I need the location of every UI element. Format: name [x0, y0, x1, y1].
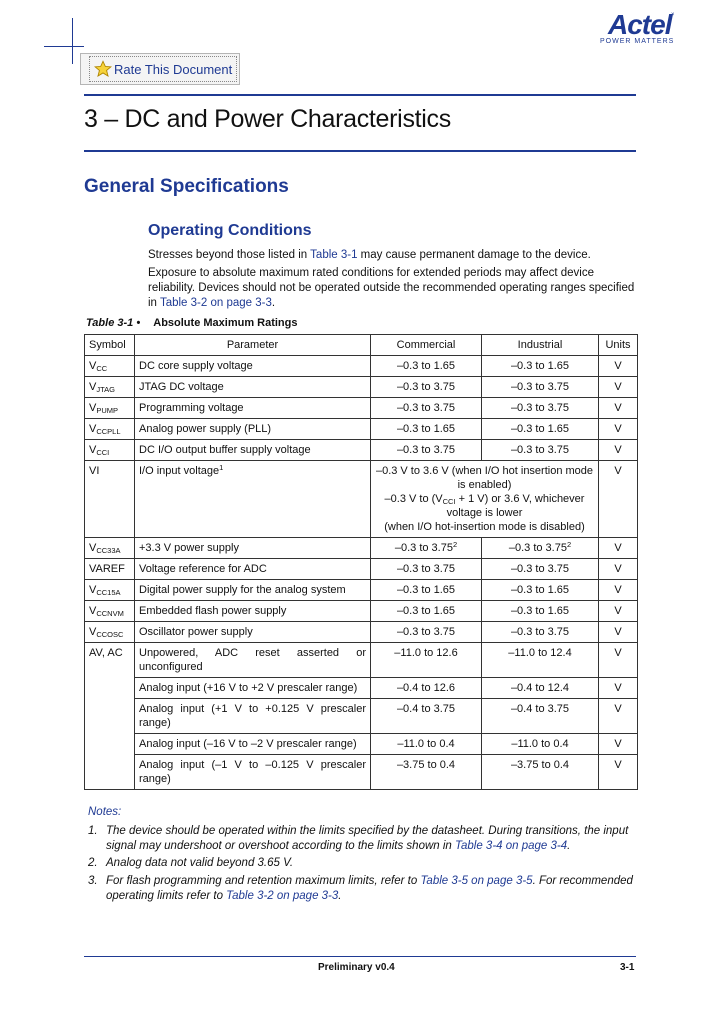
title-rule-top — [84, 94, 636, 96]
cell-units: V — [599, 678, 638, 699]
cell-symbol-av: AV, AC — [85, 643, 135, 790]
table-3-2-note-link[interactable]: Table 3-2 on page 3-3 — [226, 890, 339, 902]
notes-title: Notes: — [88, 806, 122, 818]
cell-commercial: –11.0 to 0.4 — [371, 734, 482, 755]
cell-commercial: –0.3 to 1.65 — [371, 580, 482, 601]
table-3-2-link[interactable]: Table 3-2 on page 3-3 — [159, 297, 272, 309]
cell-commercial: –0.3 to 1.65 — [371, 356, 482, 377]
header-units: Units — [599, 335, 638, 356]
vi-range-line2: –0.3 V to ($V_{CCI} + 1$ V) or 3.6 V, whichever voltage is lower — [384, 493, 585, 519]
footer-page-number: 3-1 — [620, 962, 635, 973]
cell-industrial: –11.0 to 12.4 — [482, 643, 599, 678]
cell-units: V — [599, 643, 638, 678]
note-text: The device should be operated within the limits specified by the datasheet. During transitions, the input signal may undershoot or overshoot according to the limits shown in Table 3-4 on page 3-4. — [106, 825, 629, 852]
rate-document-focus — [89, 56, 237, 82]
cell-parameter: Analog power supply (PLL) — [135, 419, 371, 440]
cell-units: V — [599, 419, 638, 440]
note-2 — [88, 856, 636, 871]
table-row-av — [85, 699, 638, 734]
cell-commercial: –0.3 to 3.75 — [371, 559, 482, 580]
logo-wordmark: Actel — [608, 9, 672, 40]
cell-parameter: Unpowered, ADC reset asserted or unconfigured — [135, 643, 371, 678]
table-row-av — [85, 734, 638, 755]
cell-parameter: Voltage reference for ADC — [135, 559, 371, 580]
cell-parameter: DC I/O output buffer supply voltage — [135, 440, 371, 461]
table-row-av — [85, 755, 638, 790]
rate-document-button[interactable] — [80, 53, 240, 85]
cell-industrial: –0.3 to 1.65 — [482, 356, 599, 377]
table-3-4-link[interactable]: Table 3-4 on page 3-4 — [455, 840, 568, 852]
actel-logo — [600, 8, 680, 48]
cell-parameter: DC core supply voltage — [135, 356, 371, 377]
note-text: Analog data not valid beyond 3.65 V. — [106, 857, 294, 869]
cell-commercial: –0.4 to 12.6 — [371, 678, 482, 699]
cell-industrial: –0.3 to 3.75 — [482, 559, 599, 580]
table-row — [85, 377, 638, 398]
cell-industrial: –0.4 to 12.4 — [482, 678, 599, 699]
cell-commercial: –0.3 to 3.75$^2$ — [371, 538, 482, 559]
cell-units: V — [599, 580, 638, 601]
cell-parameter: Analog input (+16 V to +2 V prescaler range) — [135, 678, 371, 699]
cell-symbol: $V_{CCNVM}$ — [85, 601, 135, 622]
logo-tagline: POWER MATTERS — [600, 38, 675, 45]
table-row — [85, 559, 638, 580]
title-rule-bottom — [84, 150, 636, 152]
cell-units: V — [599, 734, 638, 755]
cell-parameter: I/O input voltage$^1$ — [135, 461, 371, 538]
subsection-title: Operating Conditions — [148, 222, 312, 239]
cell-parameter: JTAG DC voltage — [135, 377, 371, 398]
cell-units: V — [599, 755, 638, 790]
cell-units: V — [599, 398, 638, 419]
table-3-1-link[interactable]: Table 3-1 — [310, 249, 358, 261]
cell-parameter: Analog input (–1 V to –0.125 V prescaler range) — [135, 755, 371, 790]
cell-commercial: –0.3 to 3.75 — [371, 622, 482, 643]
cell-parameter: Oscillator power supply — [135, 622, 371, 643]
table-row — [85, 440, 638, 461]
table-row — [85, 419, 638, 440]
table-title: Absolute Maximum Ratings — [153, 317, 298, 329]
chapter-title: 3 – DC and Power Characteristics — [84, 105, 451, 133]
header-symbol: Symbol — [85, 335, 135, 356]
note-number: 1. — [88, 825, 98, 837]
cell-industrial: –0.4 to 3.75 — [482, 699, 599, 734]
note-text: For flash programming and retention maximum limits, refer to Table 3-5 on page 3-5. For recommended operating limits refer to Table 3-2 on page 3-3. — [106, 875, 633, 902]
cell-industrial: –3.75 to 0.4 — [482, 755, 599, 790]
note-3 — [88, 874, 636, 904]
table-row — [85, 356, 638, 377]
cell-symbol: VAREF — [85, 559, 135, 580]
table-row-av — [85, 643, 638, 678]
cell-parameter: +3.3 V power supply — [135, 538, 371, 559]
header-industrial: Industrial — [482, 335, 599, 356]
para2-text-end: . — [271, 297, 276, 309]
header-parameter: Parameter — [135, 335, 371, 356]
cell-commercial: –0.4 to 3.75 — [371, 699, 482, 734]
cell-parameter: Embedded flash power supply — [135, 601, 371, 622]
cell-industrial: –0.3 to 3.75$^2$ — [482, 538, 599, 559]
logo-trademark: × — [671, 12, 675, 18]
cell-units: V — [599, 440, 638, 461]
cell-units: V — [599, 377, 638, 398]
header-commercial: Commercial — [371, 335, 482, 356]
table-number: Table 3-1 • — [86, 317, 141, 329]
cell-symbol: $V_{CC33A}$ — [85, 538, 135, 559]
cell-units: V — [599, 538, 638, 559]
table-caption — [86, 317, 298, 329]
cell-units: V — [599, 461, 638, 538]
cell-industrial: –0.3 to 3.75 — [482, 622, 599, 643]
rate-document-label: Rate This Document — [114, 61, 233, 77]
cell-industrial: –0.3 to 1.65 — [482, 580, 599, 601]
star-icon — [94, 60, 112, 78]
cell-parameter: Digital power supply for the analog system — [135, 580, 371, 601]
table-row — [85, 398, 638, 419]
cell-symbol: VI — [85, 461, 135, 538]
cell-symbol: $V_{CC}$ — [85, 356, 135, 377]
cell-symbol: $V_{JTAG}$ — [85, 377, 135, 398]
para1-text-end: may cause permanent damage to the device. — [357, 249, 591, 261]
cell-units: V — [599, 699, 638, 734]
cell-industrial: –0.3 to 1.65 — [482, 419, 599, 440]
cell-units: V — [599, 601, 638, 622]
table-row-av — [85, 678, 638, 699]
cell-parameter: Analog input (–16 V to –2 V prescaler range) — [135, 734, 371, 755]
cell-commercial: –3.75 to 0.4 — [371, 755, 482, 790]
cell-commercial: –0.3 to 3.75 — [371, 440, 482, 461]
vi-range-line1: –0.3 V to 3.6 V (when I/O hot insertion mode is enabled) — [375, 465, 594, 491]
cell-units: V — [599, 559, 638, 580]
table-row — [85, 601, 638, 622]
cell-industrial: –0.3 to 1.65 — [482, 601, 599, 622]
note-number: 2. — [88, 857, 98, 869]
cell-commercial: –0.3 to 3.75 — [371, 377, 482, 398]
cell-commercial: –0.3 to 1.65 — [371, 419, 482, 440]
cell-symbol: $V_{CCOSC}$ — [85, 622, 135, 643]
footer-version: Preliminary v0.4 — [318, 962, 395, 973]
crop-mark-vertical — [72, 18, 73, 64]
cell-commercial: –11.0 to 12.6 — [371, 643, 482, 678]
cell-industrial: –11.0 to 0.4 — [482, 734, 599, 755]
cell-parameter: Programming voltage — [135, 398, 371, 419]
crop-mark-horizontal — [44, 46, 84, 47]
table-header-row — [85, 335, 638, 356]
paragraph-exposure — [148, 266, 638, 311]
cell-symbol: $V_{CCPLL}$ — [85, 419, 135, 440]
section-title: General Specifications — [84, 176, 289, 197]
table-row — [85, 580, 638, 601]
cell-commercial: –0.3 to 1.65 — [371, 601, 482, 622]
footer-rule — [84, 956, 636, 957]
cell-industrial: –0.3 to 3.75 — [482, 377, 599, 398]
note-1 — [88, 824, 636, 854]
table-row — [85, 622, 638, 643]
para2-text: Exposure to absolute maximum rated conditions for extended periods may affect device reliability. Devices should not be operated outside the recommended operating ranges specified in — [148, 267, 635, 309]
vi-range-line3: (when I/O hot-insertion mode is disabled) — [384, 521, 585, 533]
cell-units: V — [599, 622, 638, 643]
cell-symbol: $V_{CCI}$ — [85, 440, 135, 461]
cell-commercial: –0.3 to 3.75 — [371, 398, 482, 419]
note-number: 3. — [88, 875, 98, 887]
para1-text: Stresses beyond those listed in — [148, 249, 311, 261]
absolute-max-ratings-table — [84, 334, 638, 790]
cell-industrial: –0.3 to 3.75 — [482, 398, 599, 419]
table-3-5-link[interactable]: Table 3-5 on page 3-5 — [420, 875, 533, 887]
cell-vi-range — [371, 461, 599, 538]
cell-symbol: $V_{CC15A}$ — [85, 580, 135, 601]
cell-units: V — [599, 356, 638, 377]
table-row — [85, 538, 638, 559]
cell-industrial: –0.3 to 3.75 — [482, 440, 599, 461]
cell-parameter: Analog input (+1 V to +0.125 V prescaler range) — [135, 699, 371, 734]
cell-symbol: $V_{PUMP}$ — [85, 398, 135, 419]
paragraph-stresses — [148, 248, 638, 263]
table-row-vi — [85, 461, 638, 538]
